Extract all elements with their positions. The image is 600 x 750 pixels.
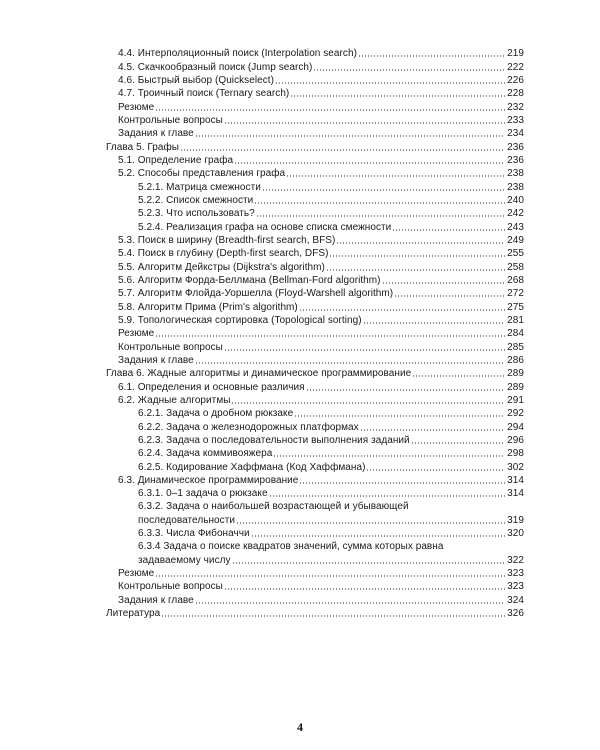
toc-entry xyxy=(106,552,524,565)
toc-entry xyxy=(106,259,524,272)
toc-entry-title: 6.2.3. Задача о последовательности выполнения заданий xyxy=(138,434,410,446)
toc-entry-title: Задания к главе xyxy=(118,594,194,606)
dot-leader xyxy=(251,535,505,537)
toc-entry xyxy=(106,592,524,605)
toc-entry xyxy=(106,473,524,486)
toc-entry-title: Задания к главе xyxy=(118,354,194,366)
toc-entry-page: 236 xyxy=(507,154,524,166)
toc-entry-page: 238 xyxy=(507,181,524,193)
toc-entry-page: 219 xyxy=(507,48,524,60)
dot-leader xyxy=(224,349,505,351)
toc-entry xyxy=(106,579,524,592)
toc-entry xyxy=(106,566,524,579)
toc-entry-title: 5.9. Топологическая сортировка (Topological sorting) xyxy=(118,314,362,326)
dot-leader xyxy=(155,335,505,337)
dot-leader xyxy=(195,602,505,604)
toc-entry-title: 6.2.4. Задача коммивояжера xyxy=(138,448,273,460)
toc-entry-title: Резюме xyxy=(118,101,155,113)
toc-entry-title: 5.4. Поиск в глубину (Depth-first search, DFS) xyxy=(118,248,329,260)
dot-leader xyxy=(236,522,505,524)
dot-leader xyxy=(294,415,505,417)
dot-leader xyxy=(231,402,505,404)
dot-leader xyxy=(392,229,505,231)
toc-entry-page: 258 xyxy=(507,261,524,273)
toc-entry-page: 243 xyxy=(507,221,524,233)
toc-entry-title: 5.2.3. Что использовать? xyxy=(138,208,255,220)
toc-entry-title: 6.3.1. 0–1 задача о рюкзаке xyxy=(138,488,268,500)
toc-entry-title: 6.3. Динамическое программирование xyxy=(118,474,299,486)
toc-entry-title: Глава 6. Жадные алгоритмы и динамическое программирование xyxy=(106,368,412,380)
toc-entry xyxy=(106,339,524,352)
toc-entry-title: 5.8. Алгоритм Прима (Prim's algorithm) xyxy=(118,301,298,313)
dot-leader xyxy=(232,562,505,564)
toc-entry xyxy=(106,99,524,112)
toc-entry-page: 232 xyxy=(507,101,524,113)
toc-entry-title: 6.2. Жадные алгоритмы xyxy=(118,394,231,406)
toc-entry xyxy=(106,313,524,326)
toc-entry-title: 5.5. Алгоритм Дейкстры (Dijkstra's algorithm) xyxy=(118,261,325,273)
toc-entry-page: 268 xyxy=(507,274,524,286)
toc-entry xyxy=(106,139,524,152)
toc-entry-title: Контрольные вопросы xyxy=(118,341,223,353)
toc-entry-title: Контрольные вопросы xyxy=(118,114,223,126)
toc-entry xyxy=(106,46,524,59)
toc-entry-title: 6.3.2. Задача о наибольшей возрастающей и убывающей xyxy=(138,501,409,513)
toc-entry-page: 326 xyxy=(507,608,524,620)
toc-entry xyxy=(106,379,524,392)
page-number: 4 xyxy=(297,720,303,734)
toc-entry-title: 4.6. Быстрый выбор (Quickselect) xyxy=(118,74,274,86)
toc-entry-title: последовательности xyxy=(138,514,235,526)
dot-leader xyxy=(326,269,505,271)
dot-leader xyxy=(273,455,505,457)
dot-leader xyxy=(256,215,505,217)
toc-entry-title: 6.3.4 Задача о поиске квадратов значений, сумма которых равна xyxy=(138,541,444,553)
toc-entry xyxy=(106,486,524,499)
toc-entry-page: 289 xyxy=(507,381,524,393)
dot-leader xyxy=(195,135,505,137)
dot-leader xyxy=(161,615,505,617)
toc-entry-page: 249 xyxy=(507,234,524,246)
toc-entry-page: 296 xyxy=(507,434,524,446)
toc-entry-title: 6.3.3. Числа Фибоначчи xyxy=(138,528,250,540)
toc-entry-page: 320 xyxy=(507,528,524,540)
toc-entry-title: 5.1. Определение графа xyxy=(118,154,234,166)
toc-entry-page: 238 xyxy=(507,168,524,180)
toc-entry xyxy=(106,526,524,539)
dot-leader xyxy=(290,95,505,97)
toc-entry xyxy=(106,606,524,619)
toc-entry-page: 323 xyxy=(507,568,524,580)
toc-entry-title: 5.6. Алгоритм Форда-Беллмана (Bellman-Ford algorithm) xyxy=(118,274,381,286)
toc-entry xyxy=(106,179,524,192)
toc-entry xyxy=(106,459,524,472)
dot-leader xyxy=(275,82,505,84)
toc-entry-page: 302 xyxy=(507,461,524,473)
toc-entry xyxy=(106,113,524,126)
toc-entry xyxy=(106,126,524,139)
toc-entry-page: 240 xyxy=(507,194,524,206)
toc-entry-title: Литература xyxy=(106,608,161,620)
toc-entry-page: 275 xyxy=(507,301,524,313)
dot-leader xyxy=(336,242,505,244)
toc-entry xyxy=(106,193,524,206)
dot-leader xyxy=(155,109,505,111)
dot-leader xyxy=(366,469,505,471)
toc-entry-title: 5.3. Поиск в ширину (Breadth-first search, BFS) xyxy=(118,234,336,246)
toc-entry xyxy=(106,512,524,525)
toc-entry xyxy=(106,353,524,366)
toc-entry-title: задаваемому числу xyxy=(138,554,231,566)
toc-entry xyxy=(106,499,524,512)
toc-entry-page: 291 xyxy=(507,394,524,406)
dot-leader xyxy=(224,122,505,124)
dot-leader xyxy=(234,162,505,164)
toc-entry-page: 323 xyxy=(507,581,524,593)
toc-entry-page: 226 xyxy=(507,74,524,86)
dot-leader xyxy=(269,495,505,497)
dot-leader xyxy=(254,202,505,204)
toc-entry xyxy=(106,366,524,379)
toc-entry xyxy=(106,206,524,219)
toc-entry-title: 6.1. Определения и основные различия xyxy=(118,381,305,393)
toc-entry xyxy=(106,153,524,166)
dot-leader xyxy=(358,55,505,57)
toc-entry xyxy=(106,273,524,286)
dot-leader xyxy=(262,189,505,191)
toc-entry-page: 255 xyxy=(507,248,524,260)
dot-leader xyxy=(360,429,505,431)
dot-leader xyxy=(313,69,505,71)
dot-leader xyxy=(299,309,505,311)
dot-leader xyxy=(299,482,505,484)
toc-entry-page: 298 xyxy=(507,448,524,460)
toc-entry-title: 6.2.1. Задача о дробном рюкзаке xyxy=(138,408,294,420)
toc-entry-title: Резюме xyxy=(118,328,155,340)
toc-entry xyxy=(106,419,524,432)
toc-entry-page: 289 xyxy=(507,368,524,380)
toc-entry-page: 272 xyxy=(507,288,524,300)
toc-entry xyxy=(106,286,524,299)
toc-entry xyxy=(106,326,524,339)
dot-leader xyxy=(180,149,505,151)
toc-entry-page: 292 xyxy=(507,408,524,420)
toc-entry-page: 284 xyxy=(507,328,524,340)
toc-entry-page: 286 xyxy=(507,354,524,366)
toc-entry-title: 4.7. Троичный поиск (Ternary search) xyxy=(118,88,290,100)
toc-entry-title: 4.5. Скачкообразный поиск (Jump search) xyxy=(118,61,313,73)
toc-entry xyxy=(106,166,524,179)
toc-entry xyxy=(106,86,524,99)
toc-entry-title: 5.2. Способы представления графа xyxy=(118,168,286,180)
toc-entry-page: 281 xyxy=(507,314,524,326)
toc-entry-page: 285 xyxy=(507,341,524,353)
toc-entry-page: 294 xyxy=(507,421,524,433)
dot-leader xyxy=(329,255,505,257)
toc-entry xyxy=(106,406,524,419)
toc-entry-page: 234 xyxy=(507,128,524,140)
toc-entry-title: Контрольные вопросы xyxy=(118,581,223,593)
toc-entry-title: 5.2.1. Матрица смежности xyxy=(138,181,261,193)
toc-entry xyxy=(106,219,524,232)
toc-entry xyxy=(106,433,524,446)
toc-entry-page: 319 xyxy=(507,514,524,526)
toc-entry-page: 322 xyxy=(507,554,524,566)
toc-entry xyxy=(106,73,524,86)
toc-entry-page: 314 xyxy=(507,474,524,486)
toc-entry-title: 4.4. Интерполяционный поиск (Interpolation search) xyxy=(118,48,357,60)
toc-entry-title: Глава 5. Графы xyxy=(106,141,179,153)
toc-entry xyxy=(106,233,524,246)
toc-entry-page: 314 xyxy=(507,488,524,500)
dot-leader xyxy=(195,362,505,364)
dot-leader xyxy=(394,295,505,297)
dot-leader xyxy=(382,282,505,284)
toc-entry-title: 5.7. Алгоритм Флойда-Уоршелла (Floyd-Warshell algorithm) xyxy=(118,288,394,300)
toc-entry-page: 236 xyxy=(507,141,524,153)
toc-entry-page: 228 xyxy=(507,88,524,100)
table-of-contents xyxy=(106,46,524,619)
toc-entry-title: 5.2.4. Реализация графа на основе списка смежности xyxy=(138,221,392,233)
toc-entry-title: 6.2.5. Кодирование Хаффмана (Код Хаффмана) xyxy=(138,461,366,473)
toc-entry-title: 6.2.2. Задача о железнодорожных платформах xyxy=(138,421,359,433)
toc-entry xyxy=(106,246,524,259)
dot-leader xyxy=(155,575,505,577)
dot-leader xyxy=(306,389,505,391)
toc-entry-page: 233 xyxy=(507,114,524,126)
toc-entry-page: 324 xyxy=(507,594,524,606)
toc-entry-title: 5.2.2. Список смежности xyxy=(138,194,254,206)
toc-entry xyxy=(106,446,524,459)
toc-entry xyxy=(106,299,524,312)
toc-entry-title: Задания к главе xyxy=(118,128,194,140)
dot-leader xyxy=(412,375,505,377)
toc-entry-page: 222 xyxy=(507,61,524,73)
dot-leader xyxy=(224,588,505,590)
dot-leader xyxy=(363,322,505,324)
toc-entry-page: 242 xyxy=(507,208,524,220)
dot-leader xyxy=(411,442,505,444)
dot-leader xyxy=(286,175,505,177)
toc-entry xyxy=(106,539,524,552)
toc-entry xyxy=(106,59,524,72)
toc-entry xyxy=(106,393,524,406)
toc-entry-title: Резюме xyxy=(118,568,155,580)
